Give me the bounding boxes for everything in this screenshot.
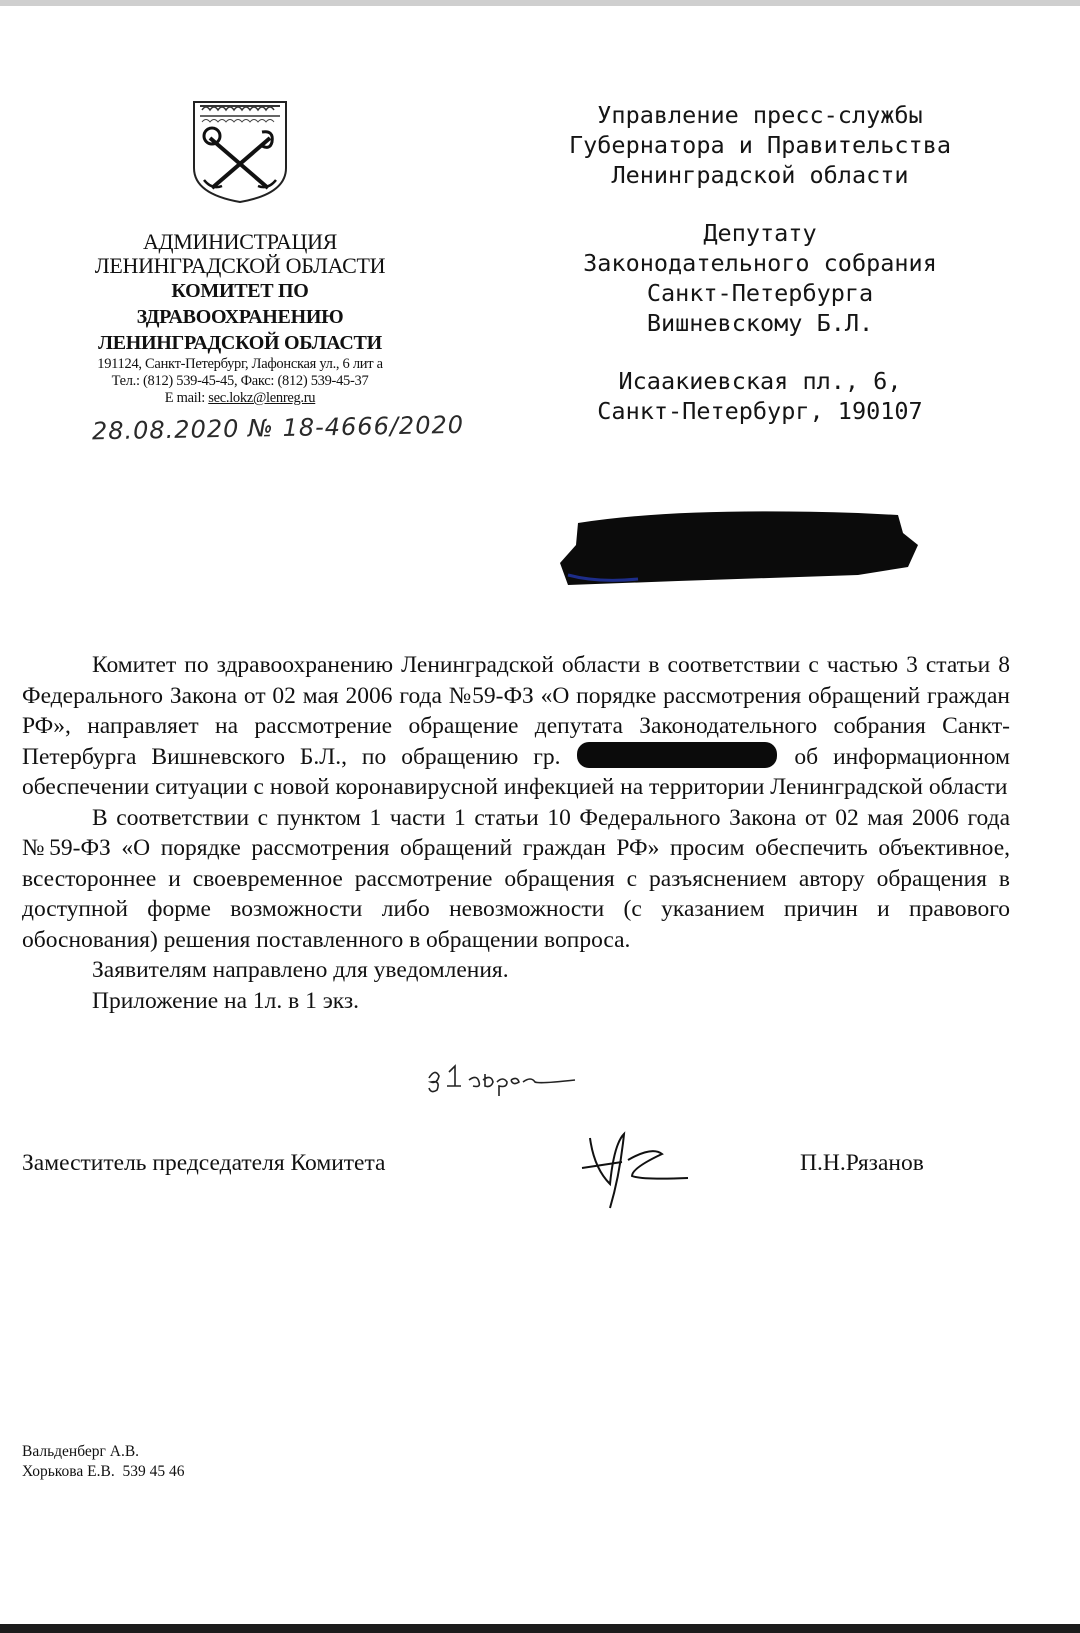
executor-line-2: Хорькова Е.В. 539 45 46 <box>22 1463 185 1480</box>
registration-number: 28.08.2020 № 18-4666/2020 <box>91 410 465 446</box>
sender-email-line <box>40 390 440 407</box>
body-paragraph-4: Приложение на 1л. в 1 экз. <box>92 987 360 1014</box>
addressee-line-4: Депутату <box>703 219 817 247</box>
body-paragraph-2: В соответствии с пунктом 1 части 1 статьи 10 Федерального Закона от 02 мая 2006 года №59-ФЗ «О порядке рассмотрения обращений граждан РФ» просим обеспечить объективное, всестороннее и своевременное рассмотрение обращения с разъяснением автору обращения в доступной форме возможности либо невозможности (с указанием причин и правового обоснования) решения поставленного в обращении вопроса. <box>22 804 1010 953</box>
addressee-line-5: Законодательного собрания <box>583 249 937 277</box>
sender-block <box>40 230 440 407</box>
handwritten-annotation <box>425 1058 585 1098</box>
scan-bottom-edge <box>0 1624 1080 1633</box>
addressee-line-9: Санкт-Петербург, 190107 <box>597 397 923 425</box>
body-paragraph-3: Заявителям направлено для уведомления. <box>92 957 509 983</box>
coat-of-arms-icon <box>190 98 290 206</box>
name-redaction <box>577 742 777 768</box>
signatory-title: Заместитель председателя Комитета <box>22 1150 386 1176</box>
committee-line-1: КОМИТЕТ ПО <box>171 280 309 302</box>
addressee-block <box>540 100 980 426</box>
addressee-line-6: Санкт-Петербурга <box>646 279 874 307</box>
sender-email-label: E mail: <box>164 390 209 406</box>
letter-body <box>22 650 1010 1016</box>
executor-footer <box>22 1442 184 1482</box>
body-p1-end: об информационном обеспечении ситуации с новой коронавирусной инфекцией на территории Ленинградской области <box>22 743 1010 800</box>
sender-line-1: АДМИНИСТРАЦИЯ <box>142 229 338 254</box>
addressee-line-7: Вишневскому Б.Л. <box>646 309 874 337</box>
executor-line-1: Вальденберг А.В. <box>22 1443 140 1460</box>
body-p1-start: Комитет по здравоохранению Ленинградской области в соответствии с частью 3 статьи 8 Федерального Закона от 02 мая 2006 года №59-ФЗ «О порядке рассмотрения обращений граждан РФ», направляет на рассмотрение обращение депутата Законодательного собрания Санкт-Петербурга Вишневского Б.Л., по обращению гр. <box>22 652 1010 770</box>
sender-line-2: ЛЕНИНГРАДСКОЙ ОБЛАСТИ <box>94 253 386 278</box>
addressee-line-3: Ленинградской области <box>611 161 909 189</box>
committee-line-2: ЗДРАВООХРАНЕНИЮ <box>136 306 344 328</box>
addressee-line-8: Исаакиевская пл., 6, <box>618 367 902 395</box>
sender-email-link[interactable]: sec.lokz@lenreg.ru <box>208 390 316 406</box>
sender-phone: Тел.: (812) 539-45-45, Факс: (812) 539-45-37 <box>111 373 369 389</box>
committee-line-3: ЛЕНИНГРАДСКОЙ ОБЛАСТИ <box>98 332 382 354</box>
addressee-line-1: Управление пресс-службы <box>597 101 923 129</box>
addressee-line-2: Губернатора и Правительства <box>568 131 951 159</box>
scan-top-edge <box>0 0 1080 6</box>
handwritten-signature <box>580 1130 690 1210</box>
address-redaction <box>558 505 928 595</box>
body-paragraph-1 <box>22 650 1010 803</box>
sender-address: 191124, Санкт-Петербург, Лафонская ул., 6 лит а <box>97 356 383 372</box>
signatory-name: П.Н.Рязанов <box>800 1150 924 1176</box>
